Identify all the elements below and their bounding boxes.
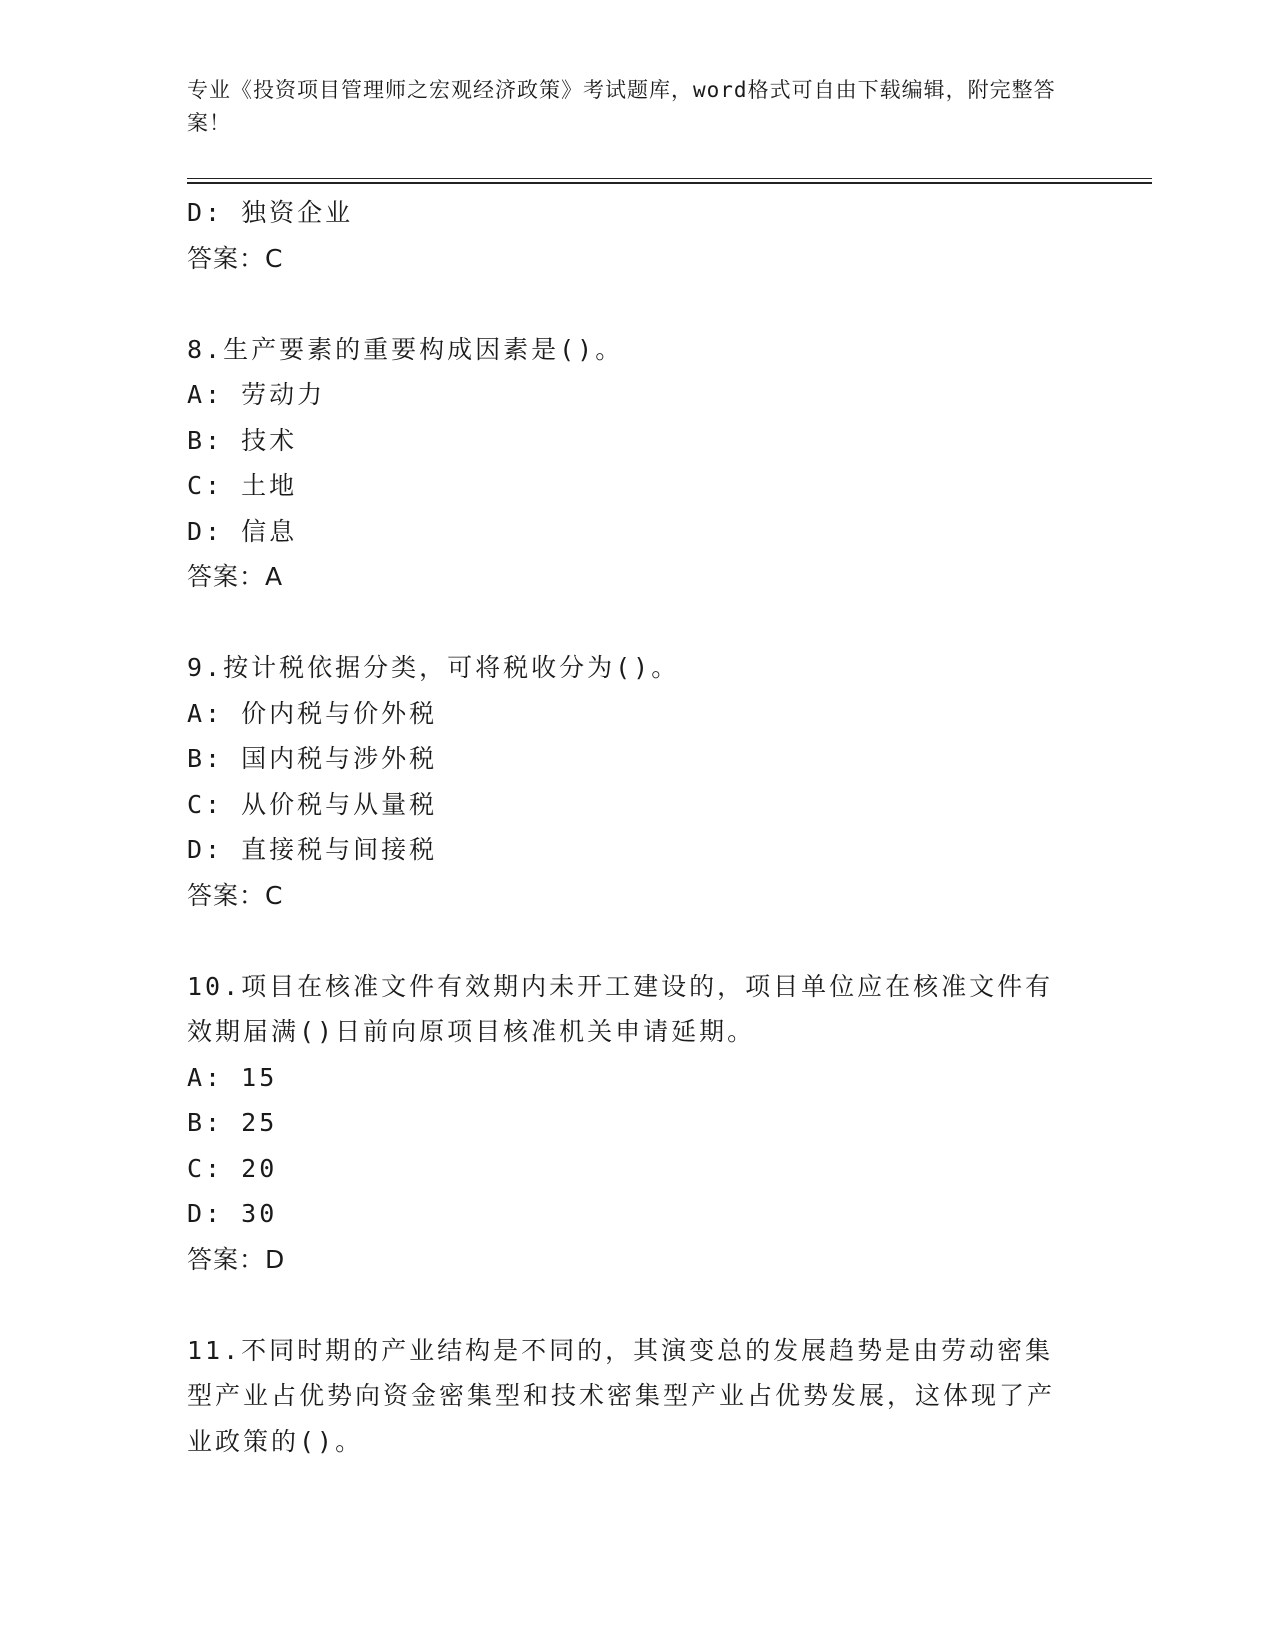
question-8: [187, 327, 1087, 600]
answer: 答案：A: [187, 562, 284, 591]
option-c: C: 20: [187, 1153, 278, 1183]
question-stem: 9.按计税依据分类，可将税收分为()。: [187, 653, 680, 682]
spacer: [187, 1282, 1087, 1328]
document-header: 专业《投资项目管理师之宏观经济政策》考试题库，word格式可自由下载编辑，附完整答案！: [187, 78, 1056, 135]
option-c: C: 从价税与从量税: [187, 789, 438, 819]
option-d: D: 信息: [187, 516, 298, 546]
answer: 答案：D: [187, 1244, 286, 1274]
question-list: [187, 190, 1087, 1464]
question-10: [187, 964, 1087, 1283]
spacer: [187, 281, 1087, 327]
option-d: D: 独资企业: [187, 198, 354, 227]
header-divider-thick: [187, 182, 1152, 184]
option-c: C: 土地: [187, 471, 298, 500]
question-11: [187, 1328, 1087, 1465]
option-a: A: 价内税与价外税: [187, 698, 438, 728]
question-7-tail: [187, 190, 1087, 281]
option-a: A: 劳动力: [187, 380, 326, 409]
option-d: D: 30: [187, 1199, 278, 1228]
spacer: [187, 600, 1087, 646]
option-b: B: 国内税与涉外税: [187, 744, 438, 773]
option-a: A: 15: [187, 1062, 278, 1092]
spacer: [187, 918, 1087, 964]
option-d: D: 直接税与间接税: [187, 835, 438, 864]
answer: 答案：C: [187, 880, 284, 910]
answer: 答案：C: [187, 243, 284, 273]
question-stem: 10.项目在核准文件有效期内未开工建设的，项目单位应在核准文件有效期届满()日前向原项目核准机关申请延期。: [187, 971, 1054, 1046]
question-9: [187, 645, 1087, 918]
question-stem: 11.不同时期的产业结构是不同的，其演变总的发展趋势是由劳动密集型产业占优势向资金密集型和技术密集型产业占优势发展，这体现了产业政策的()。: [187, 1335, 1056, 1456]
option-b: B: 25: [187, 1108, 278, 1137]
question-stem: 8.生产要素的重要构成因素是()。: [187, 334, 624, 364]
option-b: B: 技术: [187, 425, 298, 455]
header-divider-thin: [187, 178, 1152, 179]
